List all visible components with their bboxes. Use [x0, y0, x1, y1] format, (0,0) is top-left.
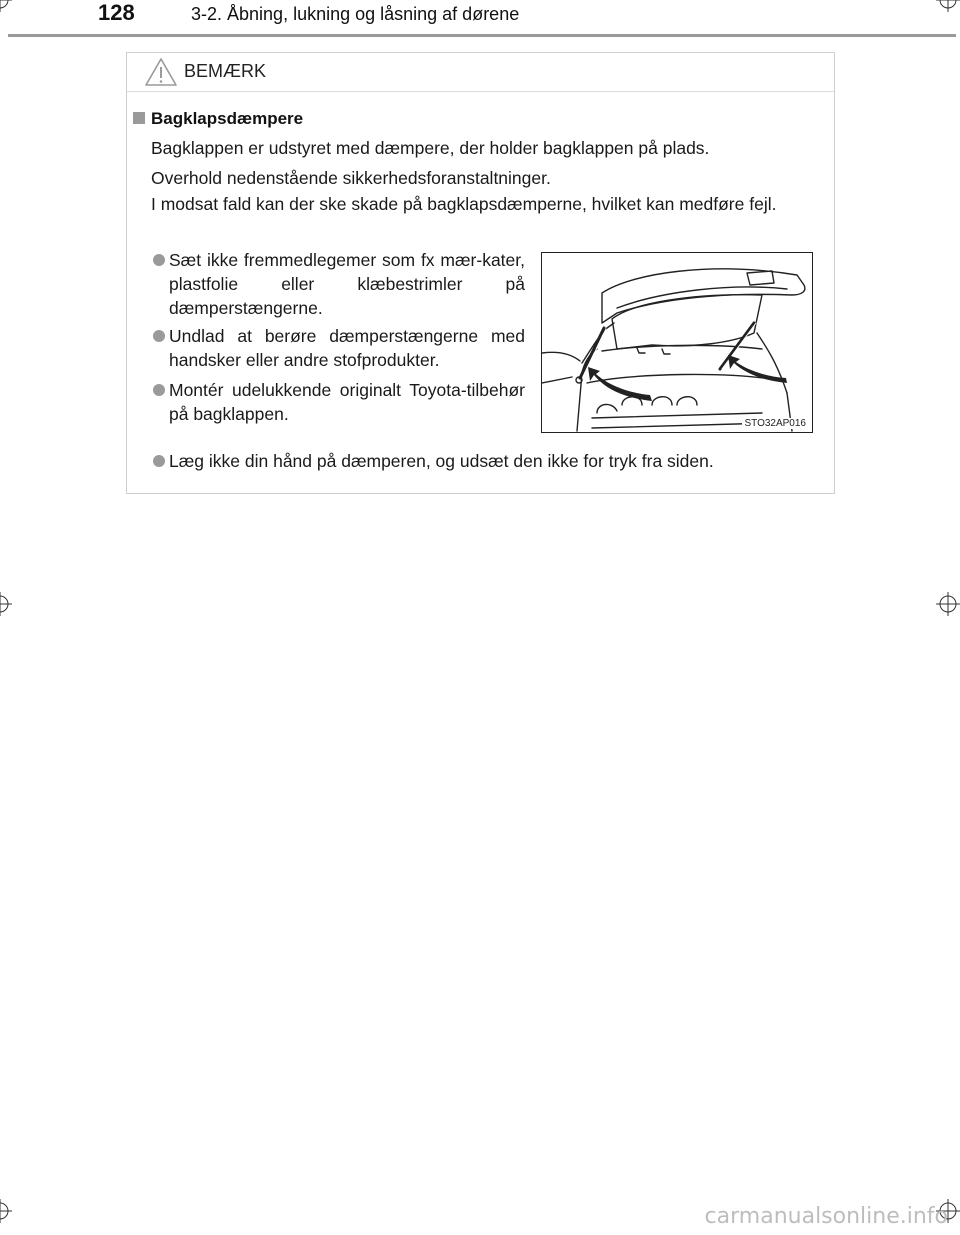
sub-heading-text: Bagklapsdæmpere: [151, 109, 304, 128]
bullet-text: Undlad at berøre dæmperstængerne med handsker eller andre stofprodukter.: [169, 326, 525, 370]
paragraph-2-line-2: I modsat fald kan der ske skade på bagklapsdæmperne, hvilket kan medføre fejl.: [151, 194, 777, 214]
round-bullet-icon: [153, 455, 165, 467]
round-bullet-icon: [153, 330, 165, 342]
paragraph-2: [151, 165, 825, 217]
registration-mark-icon: [0, 0, 12, 12]
registration-mark-icon: [0, 592, 12, 616]
bullet-text: Sæt ikke fremmedlegemer som fx mær-kater, plastfolie eller klæbestrimler på dæmperstængerne.: [169, 250, 525, 318]
bullet-text: Montér udelukkende originalt Toyota-tilbehør på bagklappen.: [169, 380, 525, 424]
warning-triangle-icon: [144, 57, 178, 87]
bullet-text: Læg ikke din hånd på dæmperen, og udsæt den ikke for tryk fra siden.: [169, 451, 714, 471]
notice-header: [127, 53, 834, 92]
header-rule: [8, 34, 956, 37]
figure-code: STO32AP016: [744, 418, 806, 429]
sub-heading: [133, 109, 303, 129]
bullet-item-1: [153, 248, 525, 320]
square-bullet-icon: [133, 112, 145, 124]
round-bullet-icon: [153, 384, 165, 396]
watermark: carmanualsonline.info: [704, 1204, 948, 1229]
registration-mark-icon: [936, 592, 960, 616]
page-number: 128: [98, 0, 135, 25]
bullet-item-4: [153, 449, 833, 473]
section-title: 3-2. Åbning, lukning og låsning af dørene: [191, 4, 520, 24]
paragraph-1: Bagklappen er udstyret med dæmpere, der holder bagklappen på plads.: [151, 138, 710, 158]
paragraph-2-line-1: Overhold nedenstående sikkerhedsforanstaltninger.: [151, 168, 551, 188]
registration-mark-icon: [0, 1199, 12, 1223]
notice-box: [126, 52, 835, 494]
tailgate-damper-figure: [541, 252, 813, 433]
arrow-left: [588, 367, 652, 401]
tailgate-illustration: [542, 253, 813, 433]
bullet-item-3: [153, 378, 525, 426]
round-bullet-icon: [153, 254, 165, 266]
notice-label: BEMÆRK: [184, 61, 267, 81]
registration-mark-icon: [936, 0, 960, 12]
bullet-item-2: [153, 324, 525, 372]
